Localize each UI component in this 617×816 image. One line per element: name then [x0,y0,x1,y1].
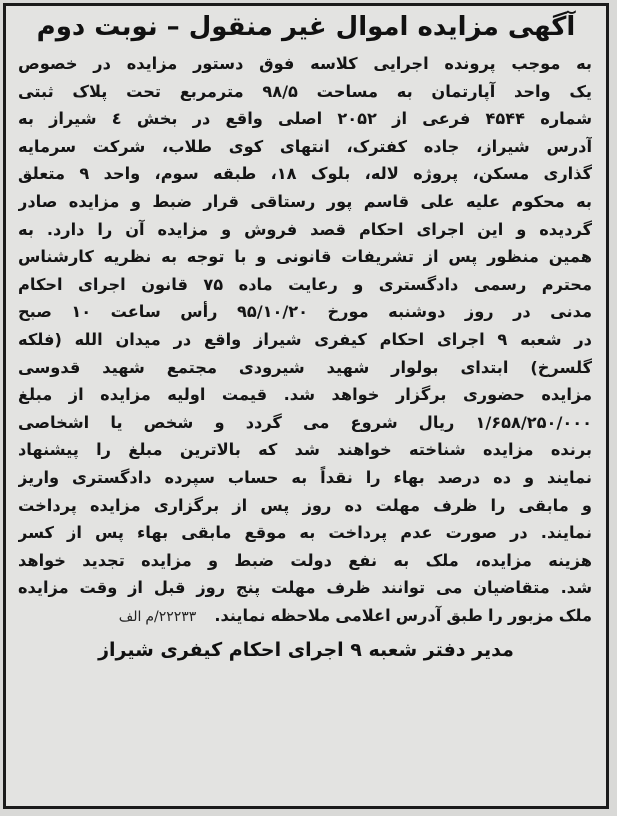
body-line: به محکوم علیه علی قاسم پور رستاقی قرار ضبط و مزایده صادر [18,191,592,211]
body-line: هزینه مزایده، ملک به نفع دولت ضبط و مزایده تجدید خواهد [18,550,592,570]
reference-number: ۲۲۲۳۳/م الف [118,608,197,625]
body-line: گردیده و این اجرای احکام قصد فروش و مزایده آن را دارد. به [18,219,592,239]
body-line: آدرس شیراز، جاده کفترک، انتهای کوی طلاب، شرکت سرمایه [18,136,592,156]
body-line: شماره ۴۵۴۴ فرعی از ۲۰۵۲ اصلی واقع در بخش ٤ شیراز به [18,109,592,129]
body-line: ملک مزبور را طبق آدرس اعلامی ملاحظه نمایند. [214,605,592,625]
body-line: یک واحد آپارتمان به مساحت ۹۸/۵ مترمربع تحت پلاک ثبتی [18,81,592,101]
body-line: برنده مزایده شناخته خواهند شد که بالاترین مبلغ را پیشنهاد [18,440,592,460]
body-line: مزایده حضوری برگزار خواهد شد. قیمت اولیه مزایده از مبلغ [18,385,592,405]
body-line: نمایند و ده درصد بهاء را نقداً به حساب سپرده دادگستری واریز [18,467,592,487]
body-line: در شعبه ۹ اجرای احکام کیفری شیراز واقع در میدان الله (فلکه [18,329,592,349]
notice-title: آگهی مزایده اموال غیر منقول – نوبت دوم [36,12,576,42]
body-line: همین منظور پس از تشریفات قانونی و با توجه به نظریه کارشناس [18,247,592,267]
body-line: مدنی در روز دوشنبه مورخ ۹۵/۱۰/۲۰ رأس ساعت ۱۰ صبح [18,302,592,322]
notice-body [18,50,592,631]
body-line: به موجب پرونده اجرایی کلاسه فوق دستور مزایده در خصوص [18,54,592,73]
body-line: گلسرخ) ابتدای بولوار شهید شیرودی مجتمع شهید قدوسی [18,357,592,377]
signature-line: مدیر دفتر شعبه ۹ اجرای احکام کیفری شیراز [98,639,514,662]
body-line: محترم رسمی دادگستری و رعایت ماده ۷۵ قانون اجرای احکام [18,274,592,294]
body-line: نمایند. در صورت عدم پرداخت به موقع مابقی بهاء پس از کسر [18,523,592,543]
body-line: شد. متقاضیان می توانند ظرف مهلت پنج روز قبل از وقت مزایده [18,578,592,598]
body-line-last [18,602,592,632]
body-line: گذاری مسکن، پروژه لاله، بلوک ۱۸، طبقه سوم، واحد ۹ متعلق [18,164,592,184]
body-line: و مابقی را ظرف مهلت ده روز پس از برگزاری مزایده پرداخت [18,495,592,515]
body-line: ۱/۶۵۸/۲۵۰/۰۰۰ ریال شروع می گردد و شخص یا اشخاصی [18,412,592,432]
notice-frame [3,3,609,809]
